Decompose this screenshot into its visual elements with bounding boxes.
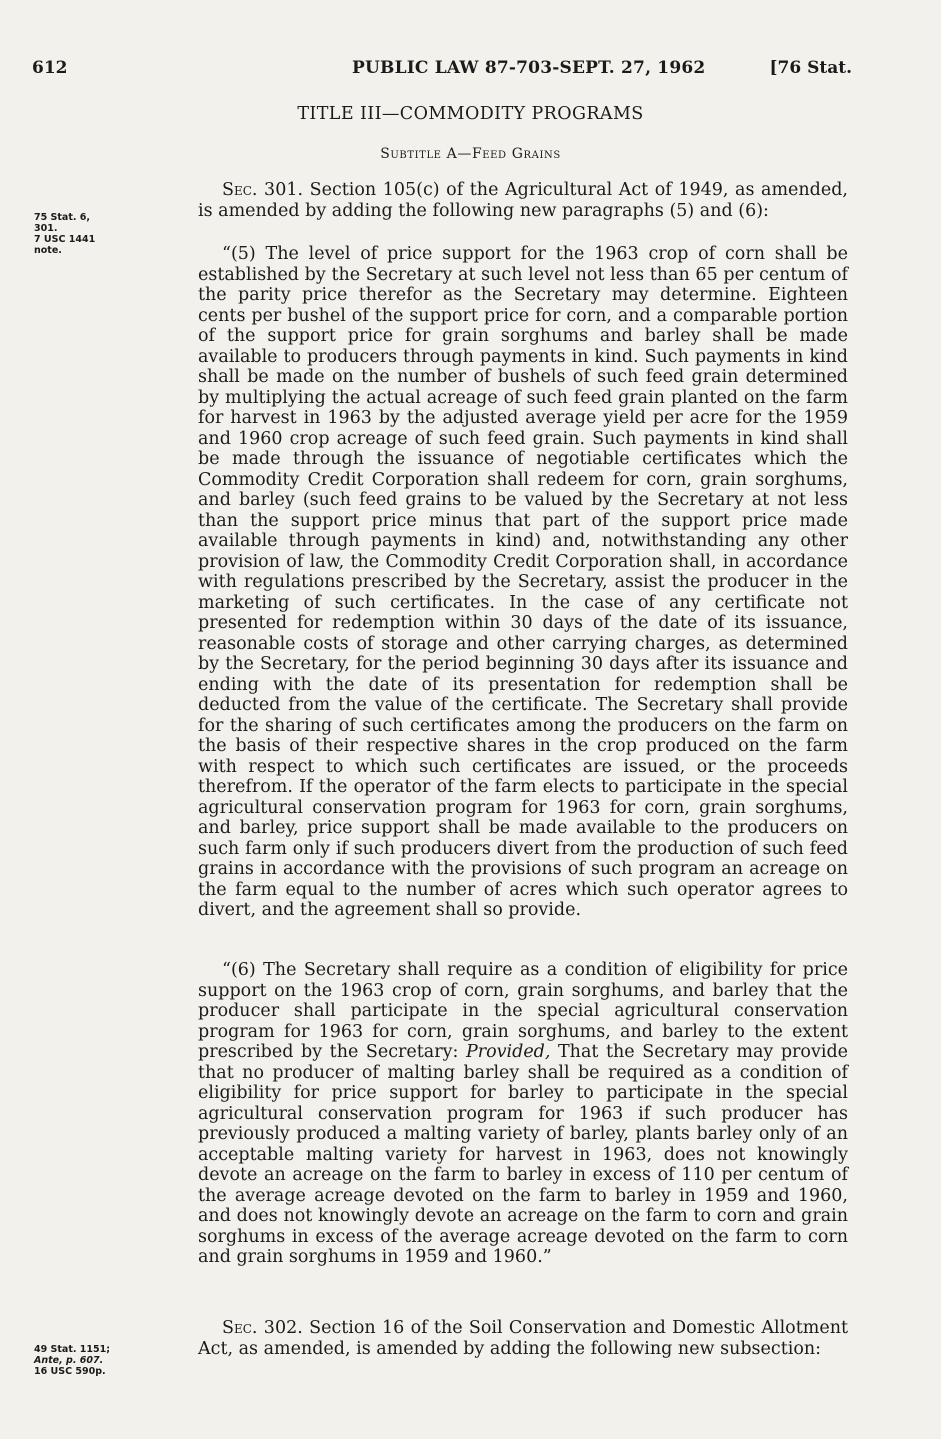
running-header [32,58,852,84]
subtitle-heading: Subtitle A—Feed Grains [380,146,561,162]
provided-clause: Provided, [465,1042,551,1062]
title-heading: TITLE III—COMMODITY PROGRAMS [297,104,644,124]
section-label: Sec. 301. [222,180,304,200]
section-label: Sec. 302. [222,1318,303,1338]
paragraph-5-text: “(5) The level of price support for the 1963 crop of corn shall be established by the Secretary at such level not less than 65 per centum of the parity price therefor as the Secretary may determine. Eighteen cents per bushel of the support price for corn, and a comparable portion of the support price for grain sorghums and barley shall be made available to producers through payments in kind. Such payments in kind shall be made on the number of bushels of such feed grain determined by multiplying the actual acreage of such feed grain planted on the farm for harvest in 1963 by the adjusted average yield per acre for the 1959 and 1960 crop acreage of such feed grain. Such payments in kind shall be made through the issuance of negotiable certificates which the Commodity Credit Corporation shall redeem for corn, grain sorghums, and barley (such feed grains to be valued by the Secretary at not less than the support price minus that part of the support price made available through payments in kind) and, notwithstanding any other provision of law, the Commodity Credit Corporation shall, in accordance with regulations prescribed by the Secretary, assist the producer in the marketing of such certificates. In the case of any certificate not presented for redemption within 30 days of the date of its issuance, reasonable costs of storage and other carrying charges, as determined by the Secretary, for the period beginning 30 days after its issuance and ending with the date of its presentation for redemption shall be deducted from the value of the certificate. The Secretary shall provide for the sharing of such certificates among the producers on the farm on the basis of their respective shares in the crop produced on the farm with respect to which such certificates are issued, or the proceeds therefrom. If the operator of the farm elects to participate in the special agricultural conservation program for 1963 for corn, grain sorghums, and barley, price support shall be made available to the producers on such farm only if such producers divert from the production of such feed grains in accordance with the provisions of such program an acreage on the farm equal to the number of acres which such operator agrees to divert, and the agreement shall so provide. [198,244,848,920]
paragraph-6-text-before: “(6) The Secretary shall require as a condition of eligibility for price support on the 1963 crop of corn, grain sorghums, and barley that the producer shall participate in the special agricultural conservation program for 1963 for corn, grain sorghums, and barley to the extent prescribed by the Secretary: [198,960,848,1062]
section-text: Section 16 of the Soil Conservation and Domestic Allotment Act, as amended, is amended by adding the following new subsection: [198,1318,848,1359]
margin-note-line: Ante, p. 607. [34,1355,104,1366]
page-number: 612 [32,58,68,78]
paragraph-6 [198,960,848,1268]
margin-note-line: 301. [34,223,58,234]
paragraph-5 [198,244,848,921]
margin-note-line: 16 USC 590p. [34,1366,106,1377]
margin-note-line: 49 Stat. 1151; [34,1344,111,1355]
section-301 [198,180,848,221]
margin-note-line: 75 Stat. 6, [34,212,90,223]
section-302 [198,1318,848,1359]
margin-note-line: 7 USC 1441 [34,234,96,245]
margin-note-sec301 [34,212,164,256]
stat-reference: [76 Stat. [769,58,852,78]
running-title: PUBLIC LAW 87-703-SEPT. 27, 1962 [352,58,706,78]
paragraph-6-text-after: That the Secretary may provide that no producer of malting barley shall be required as a condition of eligibility for price support for barley to participate in the special agricultural conservation program for 1963 if such producer has previously produced a malting variety of barley, plants barley only of an acceptable malting variety for harvest in 1963, does not knowingly devote an acreage on the farm to barley in excess of 110 per centum of the average acreage devoted on the farm to barley in 1959 and 1960, and does not knowingly devote an acreage on the farm to corn and grain sorghums in excess of the average acreage devoted on the farm to corn and grain sorghums in 1959 and 1960.” [198,1042,849,1267]
section-text: Section 105(c) of the Agricultural Act of 1949, as amended, is amended by adding the following new paragraphs (5) and (6): [198,180,848,221]
margin-note-sec302 [34,1344,164,1377]
margin-note-line: note. [34,245,62,256]
